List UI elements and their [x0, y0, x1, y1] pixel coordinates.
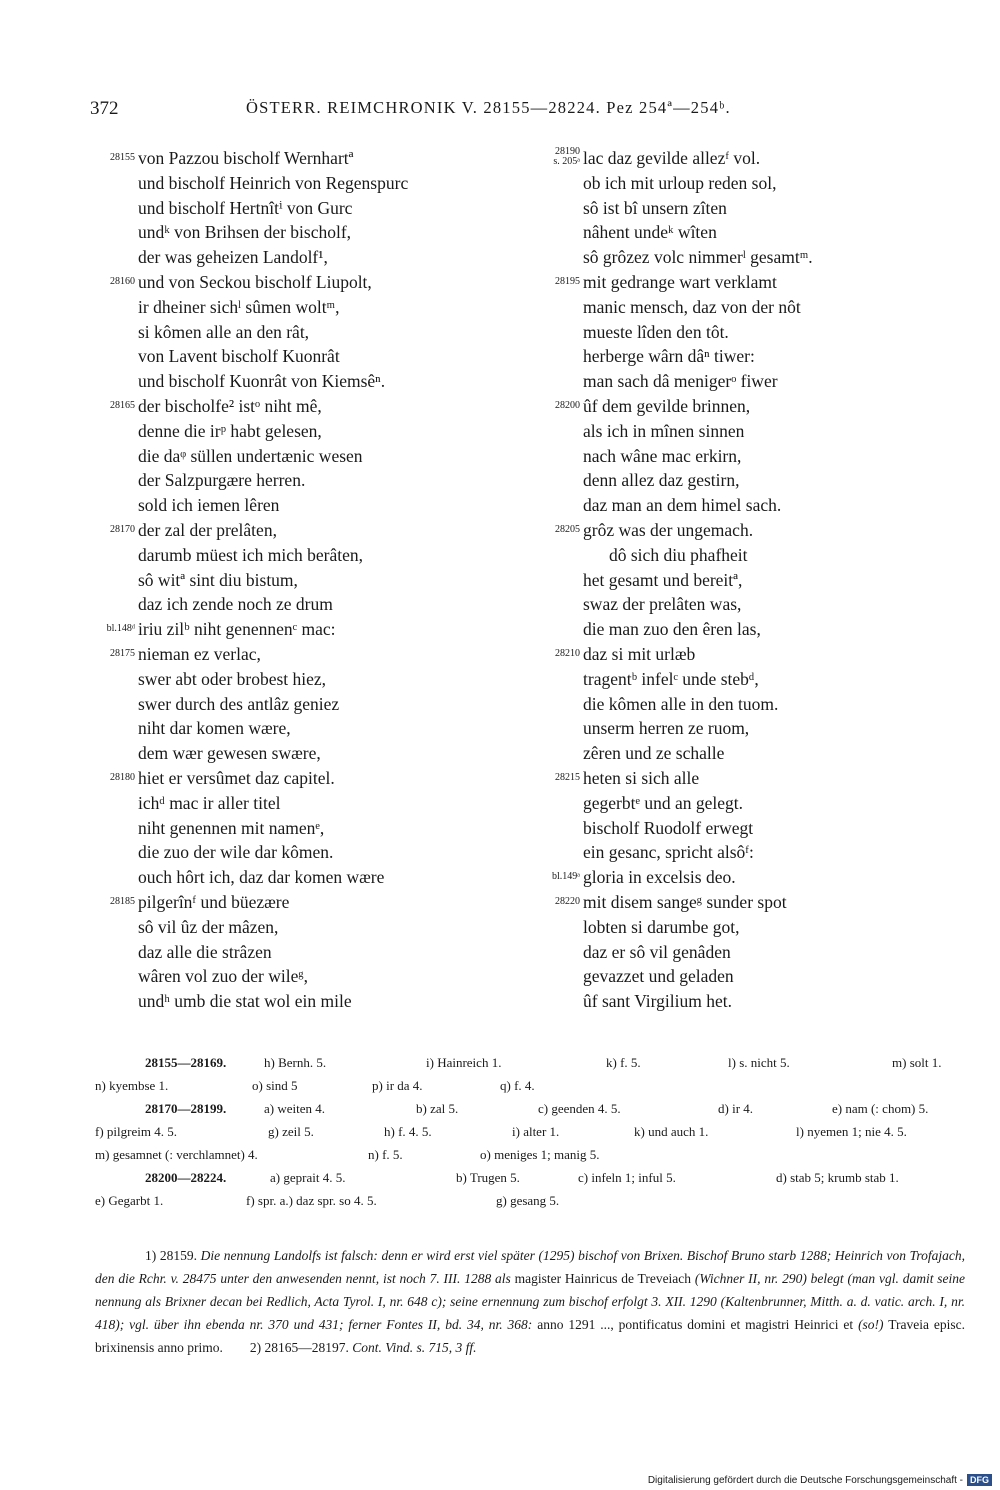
verse-text: mit gedrange wart verklamt [583, 271, 777, 292]
verse-text: sô ist bî unsern zîten [583, 197, 727, 218]
verse-text: ouch hôrt ich, daz dar komen wære [138, 867, 385, 888]
verse-line [60, 320, 500, 345]
verse-text: der Salzpurgære herren. [138, 470, 306, 491]
verse-text: lac daz gevilde allezᶠ vol. [583, 148, 761, 168]
line-number: bl.149ᵃ [551, 871, 580, 883]
verse-text: herberge wârn dâⁿ tiwer: [583, 346, 755, 367]
verse-line [520, 642, 980, 667]
line-number: 28210 [555, 647, 580, 659]
apparatus-note: c) infeln 1; inful 5. [578, 1170, 676, 1185]
verse-line [60, 840, 500, 865]
line-number: 28200 [555, 399, 580, 411]
footnote-1-italic-a: Die nennung Landolfs ist falsch: denn er wird erst viel später (1295) bischof von Brixen. Bischof Bruno starb 1288; Heinrich von Trofajach, den die Rchr. v. 28475 unter den anwesenden nennt, ist noch 7. III. 1288 als [95, 1248, 965, 1286]
apparatus-note: e) nam (: chom) 5. [832, 1101, 929, 1116]
verse-text: von Pazzou bischolf Wernhartª [138, 148, 354, 168]
apparatus-note: k) f. 5. [606, 1055, 641, 1070]
verse-text: und bischolf Kuonrât von Kiemsêⁿ. [138, 371, 386, 392]
verse-text: die kômen alle in den tuom. [583, 693, 779, 714]
apparatus-note: o) meniges 1; manig 5. [480, 1147, 600, 1162]
verse-line [60, 766, 500, 791]
verse-line [60, 890, 500, 915]
verse-text: daz si mit urlæb [583, 643, 696, 664]
verse-text: ichᵈ mac ir aller titel [138, 792, 281, 813]
apparatus-note: b) zal 5. [416, 1101, 459, 1116]
verse-line [520, 196, 980, 221]
verse-line [520, 791, 980, 816]
verse-text: man sach dâ menigerᵒ fiwer [583, 371, 778, 392]
verse-text: het gesamt und bereitª, [583, 569, 743, 590]
verse-line [60, 865, 500, 890]
apparatus-note: c) geenden 4. 5. [538, 1101, 621, 1116]
verse-line [520, 320, 980, 345]
verse-line [520, 295, 980, 320]
verse-line [60, 344, 500, 369]
verse-text: lobten si darumbe got, [583, 916, 740, 937]
verse-text: die zuo der wile dar kômen. [138, 842, 334, 863]
footnote-2-number: 2) 28165—28197. [249, 1340, 349, 1355]
line-number: bl.148ᵈ [106, 623, 135, 635]
verse-line [520, 592, 980, 617]
verse-line [60, 493, 500, 518]
apparatus-note: f) pilgreim 4. 5. [95, 1124, 177, 1139]
footnotes [95, 1244, 965, 1359]
verse-line [520, 816, 980, 841]
funding-notice [648, 1474, 992, 1486]
verse-text: swaz der prelâten was, [583, 594, 742, 615]
apparatus-range: 28155—28169. [145, 1055, 227, 1070]
apparatus-note: m) gesamnet (: verchlamnet) 4. [95, 1147, 258, 1162]
page-header [90, 98, 970, 126]
verse-text: daz alle die strâzen [138, 941, 272, 962]
verse-line [60, 518, 500, 543]
apparatus-range: 28200—28224. [145, 1170, 227, 1185]
line-number: 28185 [110, 895, 135, 907]
funding-text: Digitalisierung gefördert durch die Deutsche Forschungsgemeinschaft - [647, 1475, 963, 1486]
verse-line [60, 146, 500, 171]
line-number: 28190 [555, 146, 580, 157]
verse-line [60, 667, 500, 692]
verse-line [60, 444, 500, 469]
verse-text: der was geheizen Landolf¹, [138, 247, 328, 268]
verse-text: ûf dem gevilde brinnen, [583, 395, 751, 416]
verse-line [520, 245, 980, 270]
verse-line [60, 741, 500, 766]
verse-line [520, 692, 980, 717]
verse-text: dem wær gewesen swære, [138, 743, 321, 764]
verse-line [520, 394, 980, 419]
line-number: 28170 [110, 523, 135, 535]
verse-line [60, 791, 500, 816]
apparatus-note: h) Bernh. 5. [264, 1055, 327, 1070]
verse-line [60, 394, 500, 419]
verse-line [60, 245, 500, 270]
line-number: 28195 [555, 275, 580, 287]
verse-line [520, 667, 980, 692]
verse-line [60, 940, 500, 965]
verse-text: sold ich iemen lêren [138, 495, 280, 516]
verse-text: sô witª sint diu bistum, [138, 569, 298, 590]
running-title: ÖSTERR. REIMCHRONIK V. 28155—28224. Pez 254ª—254ᵇ. [246, 98, 731, 117]
verse-text: swer durch des antlâz geniez [138, 693, 340, 714]
verse-text: nieman ez verlac, [138, 643, 261, 664]
verse-line [60, 568, 500, 593]
verse-line [520, 270, 980, 295]
verse-text: gloria in excelsis deo. [583, 867, 736, 888]
verse-text: wâren vol zuo der wileᵍ, [138, 966, 308, 987]
verse-line [60, 716, 500, 741]
verse-line [520, 568, 980, 593]
verse-text: und bischolf Hertnîtⁱ von Gurc [138, 197, 353, 218]
verse-text: niht dar komen wære, [138, 718, 291, 739]
verse-text: pilgerînᶠ und büezære [138, 891, 290, 912]
verse-line [60, 642, 500, 667]
verse-line [520, 220, 980, 245]
footnote-1-plain-a: magister Hainricus de Treveiach [514, 1271, 692, 1286]
footnote-1-italic-c: (so!) [858, 1317, 884, 1332]
verse-text: undʰ umb die stat wol ein mile [138, 991, 352, 1012]
verse-text: gevazzet und geladen [583, 966, 734, 987]
apparatus-note: m) solt 1. [892, 1055, 942, 1070]
apparatus-note: e) Gegarbt 1. [95, 1193, 164, 1208]
verse-text: hiet er versûmet daz capitel. [138, 767, 335, 788]
verse-line [520, 171, 980, 196]
verse-line [520, 344, 980, 369]
critical-apparatus [95, 1055, 965, 1216]
verse-line [520, 890, 980, 915]
verse-text: der bischolfe² istᵒ niht mê, [138, 395, 322, 416]
apparatus-note: g) gesang 5. [496, 1193, 560, 1208]
dfg-logo: DFG [967, 1474, 992, 1486]
verse-line [60, 419, 500, 444]
verse-text: denne die irᵖ habt gelesen, [138, 420, 322, 441]
verse-text: sô vil ûz der mâzen, [138, 916, 279, 937]
verse-line [60, 171, 500, 196]
verse-text: niht genennen mit namenᵉ, [138, 817, 325, 838]
verse-line [520, 468, 980, 493]
apparatus-note: n) f. 5. [368, 1147, 403, 1162]
apparatus-range: 28170—28199. [145, 1101, 227, 1116]
verse-text: dô sich diu phafheit [609, 544, 748, 565]
verse-text: denn allez daz gestirn, [583, 470, 740, 491]
footnote-1-number: 1) 28159. [145, 1248, 197, 1263]
footnote-2-italic: Cont. Vind. s. 715, 3 ff. [352, 1340, 477, 1355]
apparatus-note: q) f. 4. [500, 1078, 535, 1093]
verse-text: bischolf Ruodolf erwegt [583, 817, 754, 838]
verse-text: iriu zilᵇ niht genennenᶜ mac: [138, 619, 336, 640]
apparatus-note: b) Trugen 5. [456, 1170, 520, 1185]
verse-text: gegerbtᵉ und an gelegt. [583, 792, 743, 813]
apparatus-note: d) ir 4. [718, 1101, 754, 1116]
line-number: 28220 [555, 895, 580, 907]
verse-column-right [520, 146, 980, 1014]
verse-line [60, 989, 500, 1014]
verse-text: ein gesanc, spricht alsôᶠ: [583, 842, 754, 863]
apparatus-note: f) spr. a.) daz spr. so 4. 5. [246, 1193, 377, 1208]
verse-line [520, 617, 980, 642]
verse-text: manic mensch, daz von der nôt [583, 296, 801, 317]
verse-line [520, 989, 980, 1014]
footnote-1-plain-b: anno 1291 ..., pontificatus domini et magistri Heinrici et [537, 1317, 854, 1332]
verse-text: zêren und ze schalle [583, 743, 725, 764]
verse-line [60, 468, 500, 493]
verse-text: tragentᵇ infelᶜ unde stebᵈ, [583, 668, 759, 689]
line-number: 28175 [110, 647, 135, 659]
verse-text: nâhent undeᵏ wîten [583, 222, 717, 243]
verse-line [520, 766, 980, 791]
verse-line [60, 964, 500, 989]
verse-line [60, 692, 500, 717]
verse-line [60, 816, 500, 841]
apparatus-note: a) weiten 4. [264, 1101, 326, 1116]
verse-text: ir dheiner sichˡ sûmen woltᵐ, [138, 296, 340, 317]
verse-line [520, 840, 980, 865]
apparatus-note: p) ir da 4. [372, 1078, 423, 1093]
apparatus-note: h) f. 4. 5. [384, 1124, 432, 1139]
verse-line [520, 518, 980, 543]
apparatus-note: o) sind 5 [252, 1078, 298, 1093]
verse-line [520, 964, 980, 989]
verse-line [60, 295, 500, 320]
apparatus-line [95, 1101, 965, 1124]
page-ref: s. 205ᵃ [553, 156, 580, 167]
verse-text: die daᵠ süllen undertænic wesen [138, 445, 363, 466]
apparatus-line [95, 1078, 965, 1101]
apparatus-line [95, 1193, 965, 1216]
verse-text: daz man an dem himel sach. [583, 495, 782, 516]
verse-line [520, 444, 980, 469]
apparatus-note: i) alter 1. [512, 1124, 560, 1139]
line-number: 28155 [110, 152, 135, 163]
verse-text: darumb müest ich mich berâten, [138, 544, 363, 565]
footnote-1-plain-c: Traveia episc. brixinensis anno primo. [95, 1317, 965, 1355]
line-number: 28165 [110, 399, 135, 411]
verse-line [60, 369, 500, 394]
verse-text: heten si sich alle [583, 767, 700, 788]
verse-text: undᵏ von Brihsen der bischolf, [138, 222, 352, 243]
apparatus-note: n) kyembse 1. [95, 1078, 169, 1093]
verse-text: si kômen alle an den rât, [138, 321, 310, 342]
apparatus-note: d) stab 5; krumb stab 1. [776, 1170, 899, 1185]
verse-text: nach wâne mac erkirn, [583, 445, 742, 466]
verse-text: und von Seckou bischolf Liupolt, [138, 271, 372, 292]
apparatus-note: l) nyemen 1; nie 4. 5. [796, 1124, 907, 1139]
verse-column-left [60, 146, 500, 1014]
apparatus-note: l) s. nicht 5. [728, 1055, 790, 1070]
verse-line [520, 543, 980, 568]
verse-text: grôz was der ungemach. [583, 519, 754, 540]
verse-line [520, 419, 980, 444]
verse-line [520, 146, 980, 171]
line-number: 28205 [555, 523, 580, 535]
verse-line [520, 915, 980, 940]
verse-line [520, 741, 980, 766]
footnote-1 [95, 1244, 965, 1359]
apparatus-line [95, 1147, 965, 1170]
apparatus-note: k) und auch 1. [634, 1124, 709, 1139]
verse-text: daz ich zende noch ze drum [138, 594, 333, 615]
verse-line [60, 196, 500, 221]
verse-text: und bischolf Heinrich von Regenspurc [138, 172, 409, 193]
apparatus-note: g) zeil 5. [268, 1124, 314, 1139]
verse-text: mit disem sangeᵍ sunder spot [583, 891, 787, 912]
verse-line [520, 369, 980, 394]
verse-text: unserm herren ze ruom, [583, 718, 750, 739]
apparatus-note: i) Hainreich 1. [426, 1055, 502, 1070]
verse-text: mueste lîden den tôt. [583, 321, 729, 342]
footnote-1-italic-b: (Wichner II, nr. 290) belegt (man vgl. damit seine nennung als Brixner decan bei Redlich, Acta Tyrol. I, nr. 648 c); seine ernennung zum bischof erfolgt 3. XII. 1290 (Kaltenbrunner, Mitth. a. d. vatic. arch. I, nr. 418); vgl. über ihn ebenda nr. 370 und 431; ferner Fontes II, bd. 34, nr. 368: [95, 1271, 966, 1332]
verse-line [520, 493, 980, 518]
verse-text: der zal der prelâten, [138, 519, 277, 540]
apparatus-note: a) geprait 4. 5. [270, 1170, 346, 1185]
line-number: 28180 [110, 771, 135, 783]
verse-text: ûf sant Virgilium het. [583, 991, 732, 1012]
verse-line [60, 543, 500, 568]
apparatus-line [95, 1124, 965, 1147]
verse-text: die man zuo den êren las, [583, 619, 761, 640]
verse-text: ob ich mit urloup reden sol, [583, 172, 777, 193]
line-number: 28215 [555, 771, 580, 783]
verse-line [60, 270, 500, 295]
apparatus-line [95, 1055, 965, 1078]
verse-text: daz er sô vil genâden [583, 941, 731, 962]
apparatus-line [95, 1170, 965, 1193]
verse-text: swer abt oder brobest hiez, [138, 668, 327, 689]
verse-line [60, 220, 500, 245]
verse-text: von Lavent bischolf Kuonrât [138, 346, 340, 367]
verse-line [520, 940, 980, 965]
line-number: 28160 [110, 275, 135, 287]
verse-line [520, 716, 980, 741]
verse-text: als ich in mînen sinnen [583, 420, 745, 441]
verse-line [520, 865, 980, 890]
verse-text: sô grôzez volc nimmerˡ gesamtᵐ. [583, 247, 813, 268]
verse-line [60, 592, 500, 617]
page-number: 372 [90, 98, 119, 119]
verse-line [60, 617, 500, 642]
verse-line [60, 915, 500, 940]
